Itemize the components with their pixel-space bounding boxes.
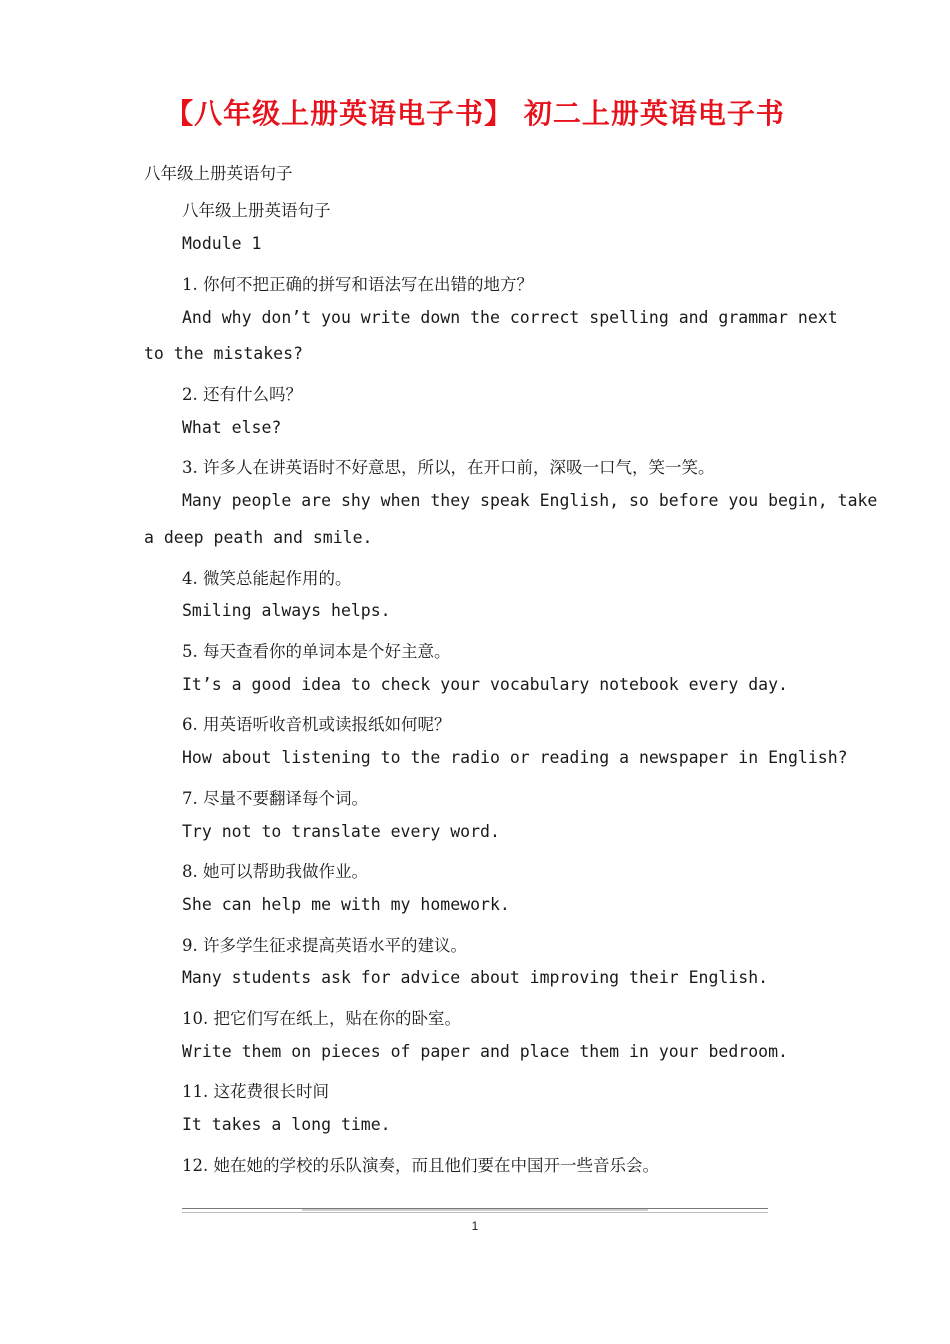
sentence-en-3: Many people are shy when they speak English, so before you begin, take [182,491,878,510]
sentence-cn-1: 1. 你何不把正确的拼写和语法写在出错的地方？ [182,275,533,294]
sentence-cn-8: 8. 她可以帮助我做作业。 [182,862,368,881]
sentence-en-9: Many students ask for advice about improving their English. [182,968,769,987]
sentence-cn-9: 9. 许多学生征求提高英语水平的建议。 [182,936,467,955]
footer-divider [182,1208,768,1213]
section-heading: 八年级上册英语句子 [144,164,293,183]
sentence-cn-2: 2. 还有什么吗？ [182,385,302,404]
page-number: 1 [471,1219,479,1233]
sentence-en-10: Write them on pieces of paper and place them in your bedroom. [182,1042,788,1061]
sentence-cn-10: 10. 把它们写在纸上，贴在你的卧室。 [182,1009,461,1028]
sentence-en-1: And why don’t you write down the correct spelling and grammar next [182,308,838,327]
sentence-en-5: It’s a good idea to check your vocabulary notebook every day. [182,675,788,694]
sentence-cn-5: 5. 每天查看你的单词本是个好主意。 [182,642,451,661]
section-subheading: 八年级上册英语句子 [182,201,331,220]
sentence-en-8: She can help me with my homework. [182,895,510,914]
sentence-en-6: How about listening to the radio or reading a newspaper in English? [182,748,848,767]
sentence-en-4: Smiling always helps. [182,601,391,620]
sentence-en-11: It takes a long time. [182,1115,391,1134]
sentence-en-1-cont: to the mistakes? [144,344,303,363]
sentence-cn-7: 7. 尽量不要翻译每个词。 [182,789,368,808]
sentence-en-7: Try not to translate every word. [182,822,500,841]
sentence-cn-11: 11. 这花费很长时间 [182,1082,329,1101]
module-label: Module 1 [182,234,262,253]
sentence-cn-6: 6. 用英语听收音机或读报纸如何呢？ [182,715,451,734]
sentence-cn-3: 3. 许多人在讲英语时不好意思，所以，在开口前，深吸一口气，笑一笑。 [182,458,715,477]
sentence-cn-4: 4. 微笑总能起作用的。 [182,569,352,588]
sentence-en-3-cont: a deep peath and smile. [144,528,373,547]
sentence-en-2: What else? [182,418,282,437]
sentence-cn-12: 12. 她在她的学校的乐队演奏，而且他们要在中国开一些音乐会。 [182,1156,659,1175]
document-title: 【八年级上册英语电子书】 初二上册英语电子书 [165,97,785,130]
